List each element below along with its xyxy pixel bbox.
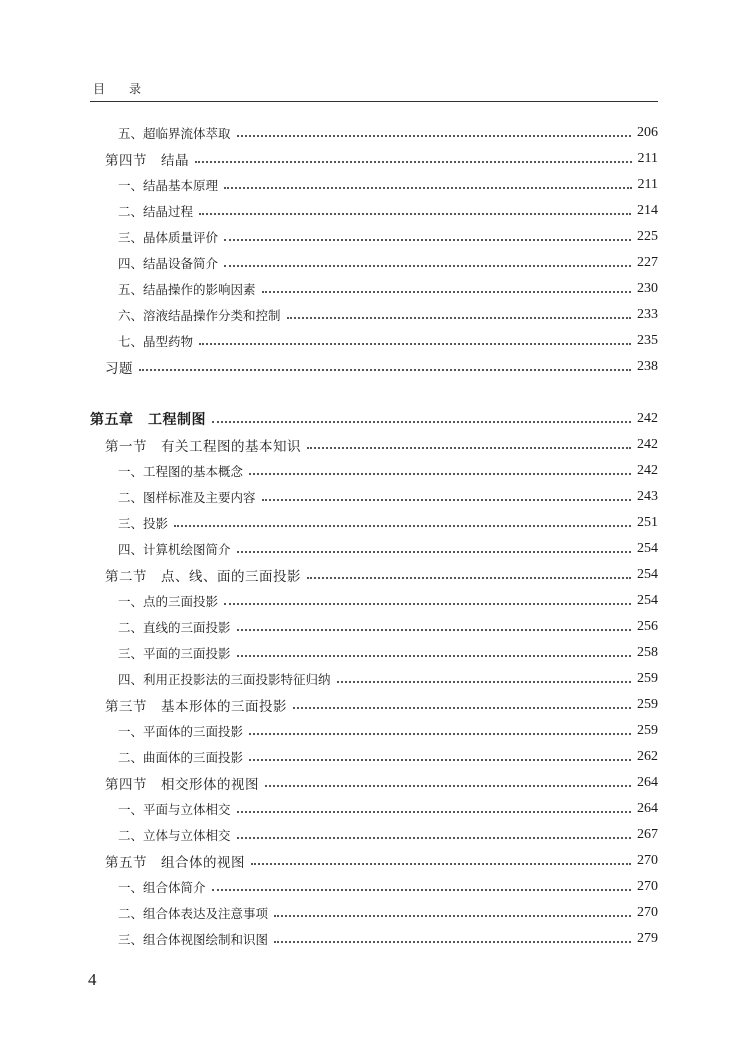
toc-entry-page: 242 <box>637 463 658 478</box>
toc-entry <box>105 148 658 170</box>
toc-entry <box>118 330 658 352</box>
leader-dots <box>249 759 631 761</box>
leader-dots <box>237 811 631 813</box>
header-char-2: 录 <box>129 82 142 96</box>
toc-entry-page: 214 <box>637 203 658 218</box>
leader-dots <box>274 915 631 917</box>
toc-entry-title: 二、直线的三面投影 <box>118 620 231 635</box>
toc-entry-page: 233 <box>637 307 658 322</box>
toc-entry <box>118 876 658 898</box>
toc-entry-page: 254 <box>637 593 658 608</box>
toc-entry-page: 259 <box>637 671 658 686</box>
toc-entry <box>118 824 658 846</box>
toc-entry-title: 二、结晶过程 <box>118 204 194 219</box>
toc-entry <box>118 174 658 196</box>
toc-entry-title: 三、平面的三面投影 <box>118 646 231 661</box>
page-number: 4 <box>88 970 97 989</box>
toc-entry-title: 三、组合体视图绘制和识图 <box>118 932 269 947</box>
toc-entry <box>105 772 658 794</box>
toc-entry-page: 258 <box>637 645 658 660</box>
toc-entry <box>118 590 658 612</box>
leader-dots <box>262 291 631 293</box>
toc-entry <box>118 486 658 508</box>
toc-entry-page: 235 <box>637 333 658 348</box>
toc-entry-title: 一、工程图的基本概念 <box>118 464 244 479</box>
leader-dots <box>265 785 631 787</box>
toc-entry-page: 259 <box>637 723 658 738</box>
toc-entry-title: 第三节 基本形体的三面投影 <box>105 699 287 715</box>
toc-entry-title: 四、计算机绘图简介 <box>118 542 231 557</box>
toc-entry <box>118 538 658 560</box>
toc-entry <box>118 200 658 222</box>
leader-dots <box>251 863 631 865</box>
leader-dots <box>224 187 632 189</box>
leader-dots <box>237 655 631 657</box>
toc-entry <box>118 278 658 300</box>
toc-chapter-entry <box>90 408 658 430</box>
leader-dots <box>199 213 631 215</box>
toc-entry-title: 第二节 点、线、面的三面投影 <box>105 569 301 585</box>
toc-entry-page: 259 <box>637 697 658 712</box>
toc-entry <box>118 304 658 326</box>
leader-dots <box>212 889 631 891</box>
toc-entry <box>118 746 658 768</box>
leader-dots <box>174 525 631 527</box>
toc-entry-page: 243 <box>637 489 658 504</box>
leader-dots <box>337 681 631 683</box>
toc-entry-page: 225 <box>637 229 658 244</box>
toc-entry <box>105 694 658 716</box>
leader-dots <box>195 161 632 163</box>
toc-entry <box>118 122 658 144</box>
leader-dots <box>262 499 631 501</box>
toc-entry <box>118 928 658 950</box>
leader-dots <box>212 421 631 423</box>
toc-entry <box>118 616 658 638</box>
toc-entry-page: 230 <box>637 281 658 296</box>
leader-dots <box>199 343 631 345</box>
toc-entry <box>105 564 658 586</box>
toc-entry-page: 227 <box>637 255 658 270</box>
toc-entry <box>118 902 658 924</box>
toc-entry <box>118 798 658 820</box>
toc-entry-title: 第四节 结晶 <box>105 153 189 169</box>
leader-dots <box>307 447 631 449</box>
toc-entry-page: 206 <box>637 125 658 140</box>
toc-entry-page: 264 <box>637 775 658 790</box>
leader-dots <box>237 837 631 839</box>
toc-entry-title: 四、结晶设备简介 <box>118 256 219 271</box>
toc-entry <box>105 434 658 456</box>
toc-entry-title: 七、晶型药物 <box>118 334 194 349</box>
toc-entry <box>118 720 658 742</box>
toc-entry-title: 五、超临界流体萃取 <box>118 126 231 141</box>
leader-dots <box>224 239 631 241</box>
toc-entry-title: 一、平面体的三面投影 <box>118 724 244 739</box>
leader-dots <box>287 317 631 319</box>
leader-dots <box>237 135 631 137</box>
toc-entry-page: 264 <box>637 801 658 816</box>
leader-dots <box>293 707 631 709</box>
toc-entry-title: 六、溶液结晶操作分类和控制 <box>118 308 281 323</box>
leader-dots <box>249 733 631 735</box>
toc-entry-page: 267 <box>637 827 658 842</box>
leader-dots <box>307 577 631 579</box>
toc-entry-title: 一、平面与立体相交 <box>118 802 231 817</box>
header-char-1: 目 <box>93 82 106 96</box>
toc-entry-title: 四、利用正投影法的三面投影特征归纳 <box>118 672 331 687</box>
toc-entry-page: 270 <box>637 905 658 920</box>
toc-entry-title: 第四节 相交形体的视图 <box>105 777 259 793</box>
toc-entry <box>105 850 658 872</box>
toc-entry-title: 习题 <box>105 361 133 377</box>
leader-dots <box>274 941 631 943</box>
toc-entry <box>118 252 658 274</box>
toc-entry <box>118 668 658 690</box>
toc-entry-page: 251 <box>637 515 658 530</box>
toc-entry-title: 第一节 有关工程图的基本知识 <box>105 439 301 455</box>
leader-dots <box>249 473 631 475</box>
toc-entry <box>118 642 658 664</box>
leader-dots <box>237 629 631 631</box>
toc-entry-page: 211 <box>637 177 658 192</box>
toc-entry-title: 二、组合体表达及注意事项 <box>118 906 269 921</box>
toc-entry-page: 262 <box>637 749 658 764</box>
toc-entry-page: 254 <box>637 567 658 582</box>
toc-entry-page: 211 <box>637 151 658 166</box>
toc-entry-title: 一、组合体简介 <box>118 880 206 895</box>
toc-entry-title: 五、结晶操作的影响因素 <box>118 282 256 297</box>
toc-entry-title: 三、投影 <box>118 516 169 531</box>
leader-dots <box>224 265 631 267</box>
toc-entry-page: 270 <box>637 853 658 868</box>
toc-entry-title: 一、点的三面投影 <box>118 594 219 609</box>
toc-entry-page: 256 <box>637 619 658 634</box>
toc-entry-title: 一、结晶基本原理 <box>118 178 219 193</box>
toc-entry-page: 254 <box>637 541 658 556</box>
toc-entry-title: 第五节 组合体的视图 <box>105 855 245 871</box>
leader-dots <box>237 551 631 553</box>
toc-entry-title: 二、图样标准及主要内容 <box>118 490 256 505</box>
toc-entry <box>105 356 658 378</box>
toc-entry <box>118 512 658 534</box>
leader-dots <box>224 603 631 605</box>
toc-entry <box>118 460 658 482</box>
toc-entry-title: 二、曲面体的三面投影 <box>118 750 244 765</box>
toc-entry <box>118 226 658 248</box>
toc-entry-title: 第五章 工程制图 <box>90 412 206 428</box>
toc-entry-page: 270 <box>637 879 658 894</box>
toc-entry-page: 242 <box>637 411 658 426</box>
toc-entry-page: 238 <box>637 359 658 374</box>
toc-entry-page: 279 <box>637 931 658 946</box>
leader-dots <box>139 369 631 371</box>
toc-entry-title: 三、晶体质量评价 <box>118 230 219 245</box>
toc-entry-page: 242 <box>637 437 658 452</box>
toc-entry-title: 二、立体与立体相交 <box>118 828 231 843</box>
